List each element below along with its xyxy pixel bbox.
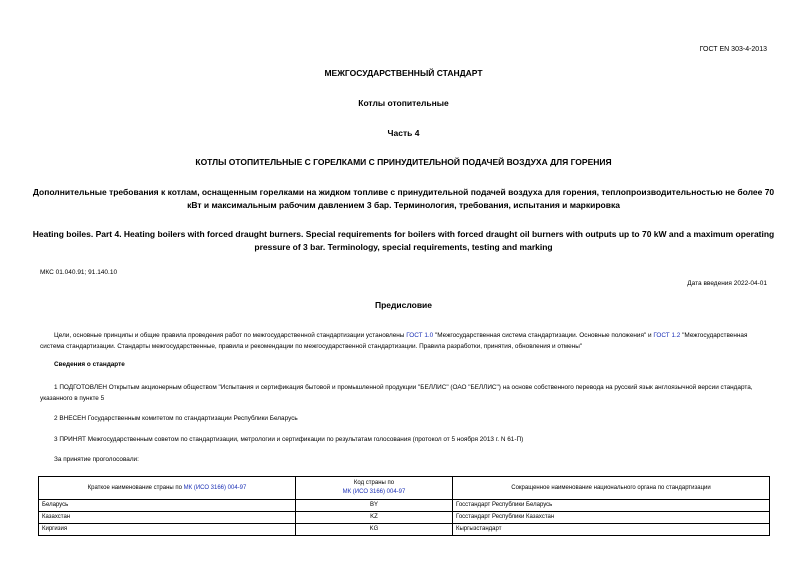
p1-text-c: "Межгосударственная система стандартизации. Стандарты межгосударственные, правила и рекомендации по межгосударственной стандартизации. Правила разработки, принятия, обновления и отмены" [40, 332, 748, 350]
main-title: КОТЛЫ ОТОПИТЕЛЬНЫЕ С ГОРЕЛКАМИ С ПРИНУДИТЕЛЬНОЙ ПОДАЧЕЙ ВОЗДУХА ДЛЯ ГОРЕНИЯ [195, 157, 612, 167]
country-cell: Киргизия [39, 524, 296, 536]
country-name-header [39, 477, 296, 500]
body-cell: Госстандарт Республики Казахстан [453, 512, 770, 524]
voted-for-label: За принятие проголосовали: [54, 456, 139, 463]
country-code-header-text: Код страны по [353, 480, 395, 486]
code-cell: KG [296, 524, 453, 536]
code-cell: BY [296, 500, 453, 512]
part-heading: Часть 4 [387, 128, 420, 138]
preface-heading: Предисловие [374, 300, 433, 310]
subject-heading: Котлы отопительные [358, 98, 449, 108]
table-row [39, 524, 770, 536]
body-cell: Кыргызстандарт [453, 524, 770, 536]
standard-info-heading: Сведения о стандарте [54, 361, 125, 368]
code-cell: KZ [296, 512, 453, 524]
gost-1-0-link[interactable]: ГОСТ 1.0 [406, 332, 434, 339]
country-cell: Казахстан [39, 512, 296, 524]
table-row [39, 500, 770, 512]
item-1-prepared [40, 382, 770, 404]
table-row [39, 512, 770, 524]
country-code-header [296, 477, 453, 500]
table-header-row [39, 477, 770, 500]
item-2-submitted: 2 ВНЕСЕН Государственным комитетом по стандартизации Республики Беларусь [54, 415, 298, 422]
p1-text-a: Цели, основные принципы и общие правила проведения работ по межгосударственной стандартизации установлены [54, 332, 407, 339]
mks-code: МКС 01.040.91; 91.140.10 [40, 269, 118, 276]
gost-1-2-link[interactable]: ГОСТ 1.2 [653, 332, 681, 339]
standard-type-heading: МЕЖГОСУДАРСТВЕННЫЙ СТАНДАРТ [324, 68, 483, 78]
subtitle-russian: Дополнительные требования к котлам, оснащенным горелками на жидком топливе с принудительной подачей воздуха для горения, теплопроизводительностью не более 70 кВт и максимальным рабочим давлением 3 бар. Терминология, требования, испытания и маркировка [32, 187, 775, 210]
intro-date: Дата введения 2022-04-01 [687, 280, 767, 287]
preface-paragraph-1 [40, 330, 770, 352]
national-body-header: Сокращенное наименование национального органа по стандартизации [453, 477, 770, 500]
country-cell: Беларусь [39, 500, 296, 512]
mk-iso-link-2[interactable]: МК (ИСО 3166) 004-97 [342, 489, 406, 495]
country-name-header-text: Краткое наименование страны по [87, 484, 184, 491]
item-1-text: 1 ПОДГОТОВЛЕН Открытым акционерным обществом "Испытания и сертификация бытовой и промышленной продукции "БЕЛЛИС" (ОАО "БЕЛЛИС") на основе собственного перевода на русский язык англоязычной версии стандарта, указанного в пункте 5 [40, 384, 753, 402]
item-3-adopted: 3 ПРИНЯТ Межгосударственным советом по стандартизации, метрологии и сертификации по результатам голосования (протокол от 5 ноября 2013 г. N 61-П) [54, 436, 524, 443]
voting-countries-table [38, 476, 770, 536]
body-cell: Госстандарт Республики Беларусь [453, 500, 770, 512]
subtitle-english: Heating boiles. Part 4. Heating boilers with forced draught burners. Special requirements for boilers with forced draught oil burners with outputs up to 70 kW and a maximum operating pressure of 3 bar. Terminology, special requirements, testing and marking [32, 229, 775, 252]
document-code: ГОСТ EN 303-4-2013 [699, 46, 767, 53]
p1-text-b: "Межгосударственная система стандартизации. Основные положения" и [433, 332, 654, 339]
mk-iso-link-1[interactable]: МК (ИСО 3166) 004-97 [183, 484, 247, 491]
